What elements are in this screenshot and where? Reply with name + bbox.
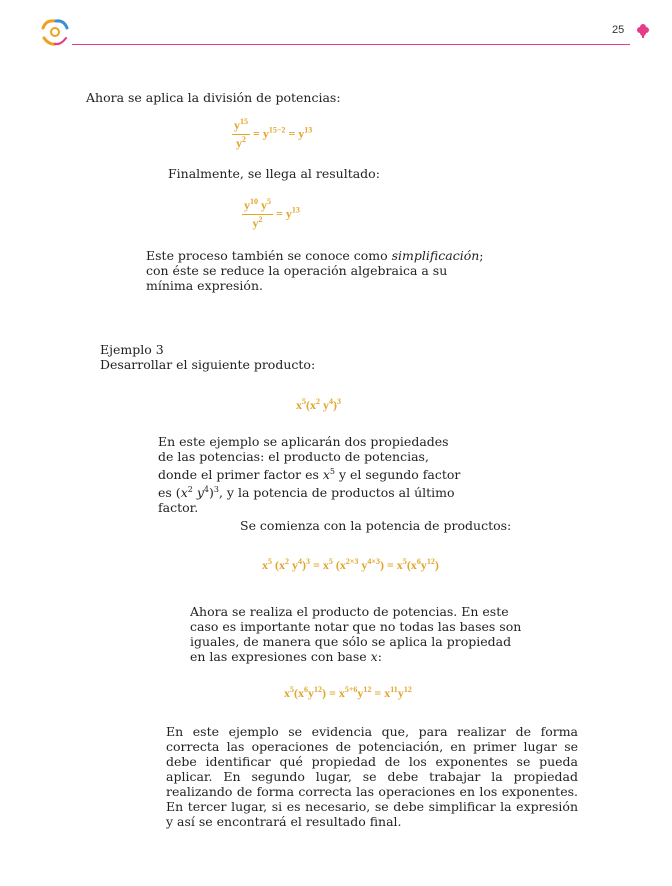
paragraph-result: Finalmente, se llega al resultado:: [168, 166, 380, 181]
logo-icon: [40, 18, 70, 46]
paragraph-power-of-products: Se comienza con la potencia de productos:: [240, 518, 512, 533]
paragraph-division: Ahora se aplica la división de potencias:: [86, 90, 341, 105]
example-intro: Desarrollar el siguiente producto:: [100, 357, 316, 372]
equation-result: $\frac{y^{10} y^5}{y^2}$ = $y^{13}$: [244, 197, 300, 230]
page-number: 25: [612, 24, 625, 36]
term-simplificacion: simplificación: [391, 248, 480, 263]
flower-icon: [636, 22, 650, 38]
paragraph-conclusion: En este ejemplo se evidencia que, para realizar de forma correcta las operaciones de potenciación, en primer lugar se debe identificar qué propiedad de los exponentes se pueda aplicar. En segundo lugar, se debe trabajar la propiedad realizando de forma correcta las operaciones en los exponentes. En tercer lugar, si es necesario, se debe simplificar la expresión y así se encontrará el resultado final.: [166, 724, 578, 829]
equation-final: $x^5(x^6y^{12}) = x^{5+6}y^{12} = x^{11}y^{12}$: [284, 685, 412, 700]
header-rule: [72, 44, 630, 45]
example-title: Ejemplo 3: [100, 342, 164, 357]
equation-division: $\frac{y^{15}}{y^2}$ = $y^{15-2} = y^{13}$: [234, 117, 313, 150]
paragraph-simplification: Este proceso también se conoce como simplificación; con éste se reduce la operación algebraica a su mínima expresión.: [146, 248, 484, 293]
paragraph-properties: En este ejemplo se aplicarán dos propiedades de las potencias: el producto de potencias, donde el primer factor es $x^5$ y el segundo factor es ($x^2$ $y^4)^3$, y la potencia de productos al último factor.: [158, 434, 461, 516]
equation-product: $x^5(x^2$ $y^4)^3$: [296, 397, 341, 412]
paragraph-product-of-powers: Ahora se realiza el producto de potencias. En este caso es importante notar que no todas las bases son iguales, de manera que sólo se aplica la propiedad en las expresiones con base x:: [190, 604, 522, 664]
equation-power-of-products: $x^5$ ($x^2$ $y^4)^3 = x^5$ ($x^{2\times 3}$ $y^{4\times 3}) = x^5(x^6y^{12})$: [262, 557, 439, 572]
